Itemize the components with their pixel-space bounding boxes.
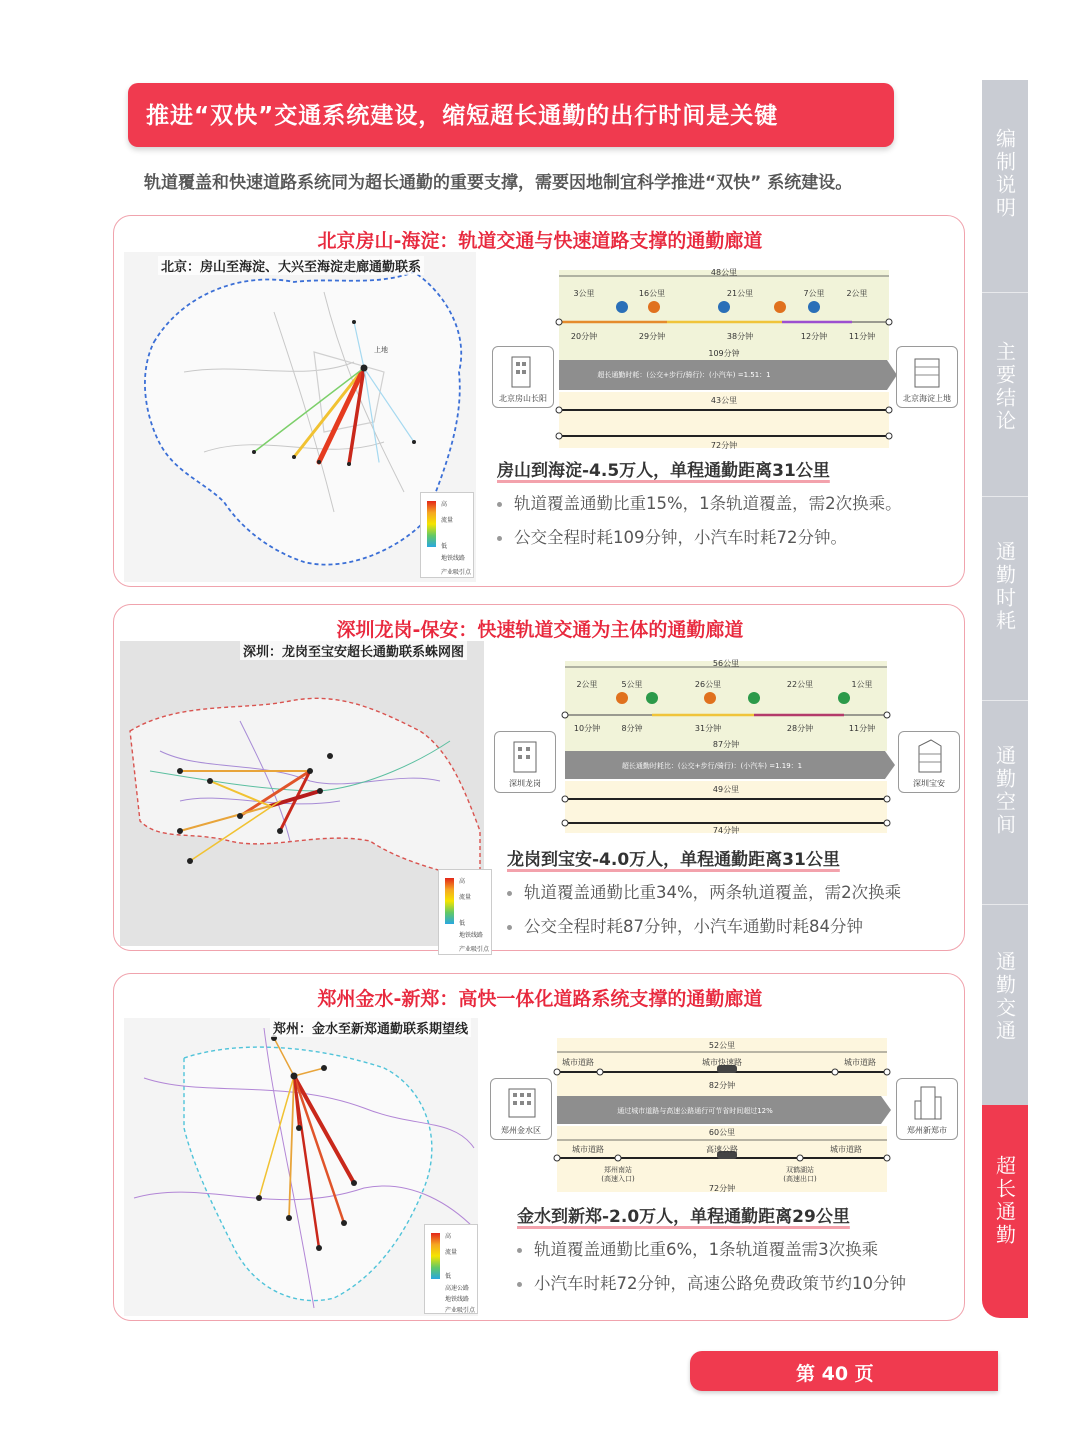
side-tab-kongjian[interactable] [982,701,1028,904]
origin-box [490,1078,552,1140]
side-tab-label: 通勤空间 [992,745,1017,837]
panel-title: 北京房山-海淀：轨道交通与快速道路支撑的通勤廊道 [317,230,763,252]
svg-text:超长通勤时耗：(公交+步行/骑行)：(小汽车) =1.51：: 超长通勤时耗：(公交+步行/骑行)：(小汽车) =1.51：1 [597,371,771,379]
svg-text:2公里: 2公里 [576,680,598,689]
zhengzhou-commute-diagram [490,1034,960,1194]
destination-label: 郑州新郑市 [907,1126,947,1135]
zhengzhou-map [124,1018,478,1316]
svg-text:29分钟: 29分钟 [638,332,666,341]
svg-text:通过城市道路与高速公路通行可节省时间超过12%: 通过城市道路与高速公路通行可节省时间超过12% [617,1107,773,1115]
svg-text:11分钟: 11分钟 [848,332,876,341]
bullet-item: 轨道覆盖通勤比重15%，1条轨道覆盖，需2次换乘。 [497,490,902,514]
svg-text:城市道路: 城市道路 [562,1058,594,1067]
intro-text: 轨道覆盖和快速道路系统同为超长通勤的重要支撑，需要因地制宜科学推进“双快” 系统建设。 [144,173,853,193]
side-tab-chaochang[interactable] [982,1105,1028,1318]
svg-text:82分钟: 82分钟 [708,1081,736,1090]
svg-text:5公里: 5公里 [621,680,643,689]
destination-label: 北京海淀上地 [903,394,951,403]
svg-text:城市道路: 城市道路 [572,1145,604,1154]
svg-text:城市道路: 城市道路 [830,1145,862,1154]
svg-text:60公里: 60公里 [708,1128,736,1137]
destination-label: 深圳宝安 [913,779,945,788]
svg-text:31分钟: 31分钟 [694,724,722,733]
svg-text:22公里: 22公里 [786,680,814,689]
page-number-badge [690,1351,998,1391]
svg-text:7公里: 7公里 [803,289,825,298]
svg-text:109分钟: 109分钟 [708,349,740,358]
origin-label: 深圳龙岗 [509,779,541,788]
side-tab-jiaotong[interactable] [982,905,1028,1105]
svg-text:52公里: 52公里 [708,1041,736,1050]
panel-zhengzhou [113,973,965,1321]
corridor-subhead: 龙岗到宝安-4.0万人，单程通勤距离31公里 [507,850,840,870]
svg-text:11分钟: 11分钟 [848,724,876,733]
svg-text:2公里: 2公里 [846,289,868,298]
page-number: 第 40 页 [796,1363,874,1385]
svg-text:28分钟: 28分钟 [786,724,814,733]
section-banner [128,83,894,147]
svg-text:双鹤湖站: 双鹤湖站 [786,1166,814,1174]
side-nav [982,80,1028,1318]
destination-box [896,1078,958,1140]
bullet-item: 小汽车时耗72分钟，高速公路免费政策节约10分钟 [517,1270,906,1294]
svg-text:49公里: 49公里 [712,785,740,794]
svg-text:(高速出口): (高速出口) [783,1175,817,1183]
svg-text:72分钟: 72分钟 [708,1184,736,1193]
svg-text:74分钟: 74分钟 [712,826,740,835]
shenzhen-commute-diagram [492,655,960,835]
svg-text:高速公路: 高速公路 [706,1145,738,1154]
panel-title: 深圳龙岗-保安：快速轨道交通为主体的通勤廊道 [336,619,744,641]
svg-text:16公里: 16公里 [638,289,666,298]
svg-text:城市快速路: 城市快速路 [702,1058,742,1067]
svg-text:20分钟: 20分钟 [570,332,598,341]
total-distance: 48公里 [710,268,738,277]
map-title: 郑州：金水至新郑通勤联系期望线 [270,1018,471,1037]
side-tab-label: 超长通勤 [992,1155,1017,1247]
destination-box [898,731,960,793]
svg-text:21公里: 21公里 [726,289,754,298]
side-tab-bianzhi[interactable] [982,80,1028,292]
svg-text:56公里: 56公里 [712,659,740,668]
svg-text:38分钟: 38分钟 [726,332,754,341]
svg-text:12分钟: 12分钟 [800,332,828,341]
destination-box [896,346,958,408]
panel-title: 郑州金水-新郑：高快一体化道路系统支撑的通勤廊道 [317,988,763,1010]
bullet-item: 轨道覆盖通勤比重6%，1条轨道覆盖需3次换乘 [517,1236,878,1260]
svg-text:1公里: 1公里 [851,680,873,689]
bullet-item: 轨道覆盖通勤比重34%，两条轨道覆盖，需2次换乘 [507,879,901,903]
side-tab-label: 主要结论 [992,341,1017,433]
bullet-item: 公交全程时耗87分钟，小汽车通勤时耗84分钟 [507,913,863,937]
origin-label: 北京房山长阳 [499,394,547,403]
section-title: 推进“双快”交通系统建设，缩短超长通勤的出行时间是关键 [146,103,779,129]
bullet-item: 公交全程时耗109分钟，小汽车时耗72分钟。 [497,524,847,548]
beijing-map [124,252,476,582]
side-tab-shihao[interactable] [982,497,1028,700]
side-tab-label: 通勤交通 [992,951,1017,1043]
svg-text:上地: 上地 [374,346,388,354]
svg-text:超长通勤时耗比：(公交+步行/骑行)：(小汽车) =1.19: 超长通勤时耗比：(公交+步行/骑行)：(小汽车) =1.19：1 [621,762,803,770]
panel-beijing [113,215,965,587]
side-tab-jielun[interactable] [982,293,1028,496]
origin-box [492,346,554,408]
svg-text:10分钟: 10分钟 [573,724,601,733]
beijing-commute-diagram [492,264,960,450]
svg-text:(高速入口): (高速入口) [601,1175,635,1183]
corridor-subhead: 金水到新郑-2.0万人，单程通勤距离29公里 [517,1207,850,1227]
map-legend: 高 流量 低 地铁线路 产业吸引点 [438,869,492,955]
map-title: 深圳：龙岗至宝安超长通勤联系蛛网图 [240,641,467,660]
svg-text:郑州南站: 郑州南站 [604,1166,632,1174]
panel-shenzhen [113,604,965,951]
map-legend: 高 流量 低 高速公路 地铁线路 产业吸引点 [424,1224,478,1314]
side-tab-label: 通勤时耗 [992,541,1017,633]
svg-text:城市道路: 城市道路 [844,1058,876,1067]
svg-text:3公里: 3公里 [573,289,595,298]
side-tab-label: 编制说明 [992,128,1017,220]
svg-text:26公里: 26公里 [694,680,722,689]
svg-text:8分钟: 8分钟 [621,724,643,733]
svg-text:43公里: 43公里 [710,396,738,405]
shenzhen-map [120,641,490,953]
map-title: 北京：房山至海淀、大兴至海淀走廊通勤联系 [158,256,424,275]
origin-box [494,731,556,793]
svg-text:72分钟: 72分钟 [710,441,738,450]
svg-text:87分钟: 87分钟 [712,740,740,749]
corridor-subhead: 房山到海淀-4.5万人，单程通勤距离31公里 [497,461,830,481]
map-legend: 高 流量 低 地铁线路 产业吸引点 [420,492,474,578]
origin-label: 郑州金水区 [501,1126,541,1135]
